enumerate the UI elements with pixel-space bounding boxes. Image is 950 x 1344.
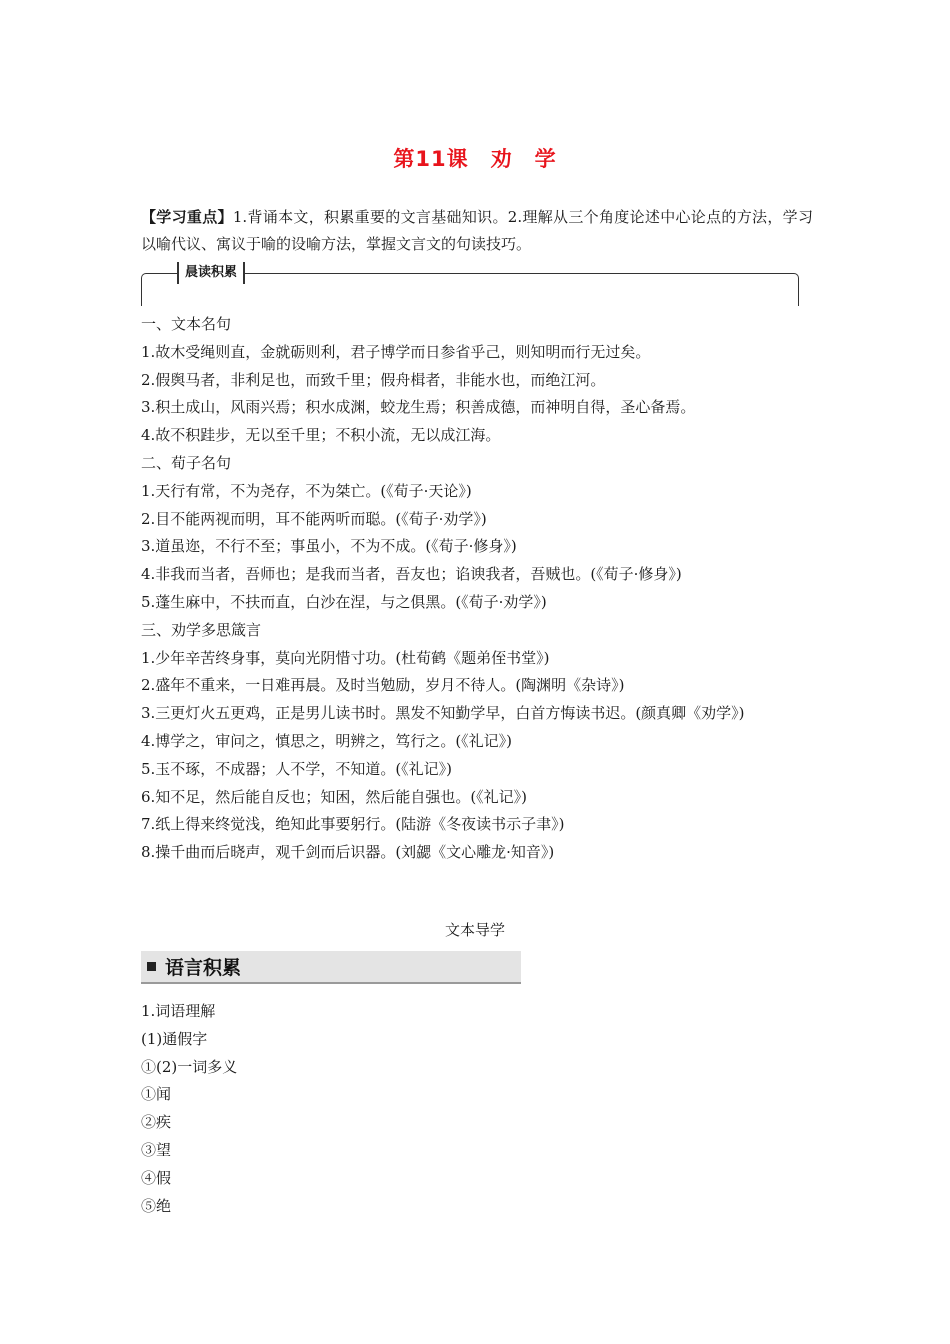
language-accumulation-label: 语言积累 [165, 957, 242, 979]
quote-line: 6.知不足，然后能自反也；知困，然后能自强也。(《礼记》) [141, 787, 528, 806]
quote-line: 1.故木受绳则直，金就砺则利，君子博学而日参省乎己，则知明而行无过矣。 [141, 342, 651, 361]
square-bullet-icon [147, 962, 156, 971]
section-heading: 一、文本名句 [141, 315, 232, 333]
vocab-line: ⑤绝 [141, 1196, 172, 1215]
vocab-line: ④假 [141, 1168, 172, 1187]
quote-line: 1.天行有常，不为尧存，不为桀亡。(《荀子·天论》) [141, 481, 472, 500]
section-heading: 三、劝学多思箴言 [141, 620, 262, 639]
quote-line: 1.少年辛苦终身事，莫向光阴惜寸功。(杜荀鹤《题弟侄书堂》) [141, 648, 550, 667]
quote-line: 4.故不积跬步，无以至千里；不积小流，无以成江海。 [141, 426, 501, 445]
text-guide-heading: 文本导学 [444, 921, 505, 939]
quote-line: 2.盛年不重来，一日难再晨。及时当勉励，岁月不待人。(陶渊明《杂诗》) [141, 676, 625, 695]
quote-line: 8.操千曲而后晓声，观千剑而后识器。(刘勰《文心雕龙·知音》) [141, 843, 555, 862]
quote-line: 4.非我而当者，吾师也；是我而当者，吾友也；谄谀我者，吾贼也。(《荀子·修身》) [141, 565, 682, 584]
quote-line: 4.博学之，审问之，慎思之，明辨之，笃行之。(《礼记》) [141, 731, 513, 750]
quote-line: 5.玉不琢，不成器；人不学，不知道。(《礼记》) [141, 759, 453, 778]
vocab-list [141, 998, 641, 1220]
morning-reading-frame [141, 265, 799, 306]
language-accumulation-bar [141, 951, 521, 984]
vocab-line: ③望 [141, 1140, 172, 1159]
quote-line: 3.三更灯火五更鸡，正是男儿读书时。黑发不知勤学早，白首方悔读书迟。(颜真卿《劝学》) [141, 704, 745, 723]
vocab-line: 1.词语理解 [141, 1002, 216, 1020]
learning-focus [141, 204, 813, 258]
quote-line: 3.道虽迩，不行不至；事虽小，不为不成。(《荀子·修身》) [141, 537, 517, 556]
learning-focus-text: 1.背诵本文，积累重要的文言基础知识。2.理解从三个角度论述中心论点的方法，学习以喻代议、寓议于喻的设喻方法，掌握文言文的句读技巧。 [141, 208, 813, 253]
section-heading: 二、荀子名句 [141, 453, 232, 472]
page-title: 第11课 劝 学 [393, 147, 557, 171]
vocab-line: ①闻 [141, 1085, 172, 1104]
learning-focus-label: 【学习重点】 [141, 208, 233, 226]
quote-line: 7.纸上得来终觉浅，绝知此事要躬行。(陆游《冬夜读书示子聿》) [141, 815, 565, 834]
quotes-content [141, 311, 813, 867]
quote-line: 5.蓬生麻中，不扶而直，白沙在涅，与之俱黑。(《荀子·劝学》) [141, 592, 547, 611]
morning-reading-tab: 晨读积累 [177, 262, 245, 284]
quote-line: 2.目不能两视而明，耳不能两听而聪。(《荀子·劝学》) [141, 509, 487, 528]
quote-line: 3.积土成山，风雨兴焉；积水成渊，蛟龙生焉；积善成德，而神明自得，圣心备焉。 [141, 398, 696, 417]
vocab-line: ②疾 [141, 1113, 172, 1132]
vocab-line: (1)通假字 [141, 1029, 208, 1048]
quote-line: 2.假舆马者，非利足也，而致千里；假舟楫者，非能水也，而绝江河。 [141, 370, 606, 389]
vocab-line: ①(2)一词多义 [141, 1057, 238, 1076]
